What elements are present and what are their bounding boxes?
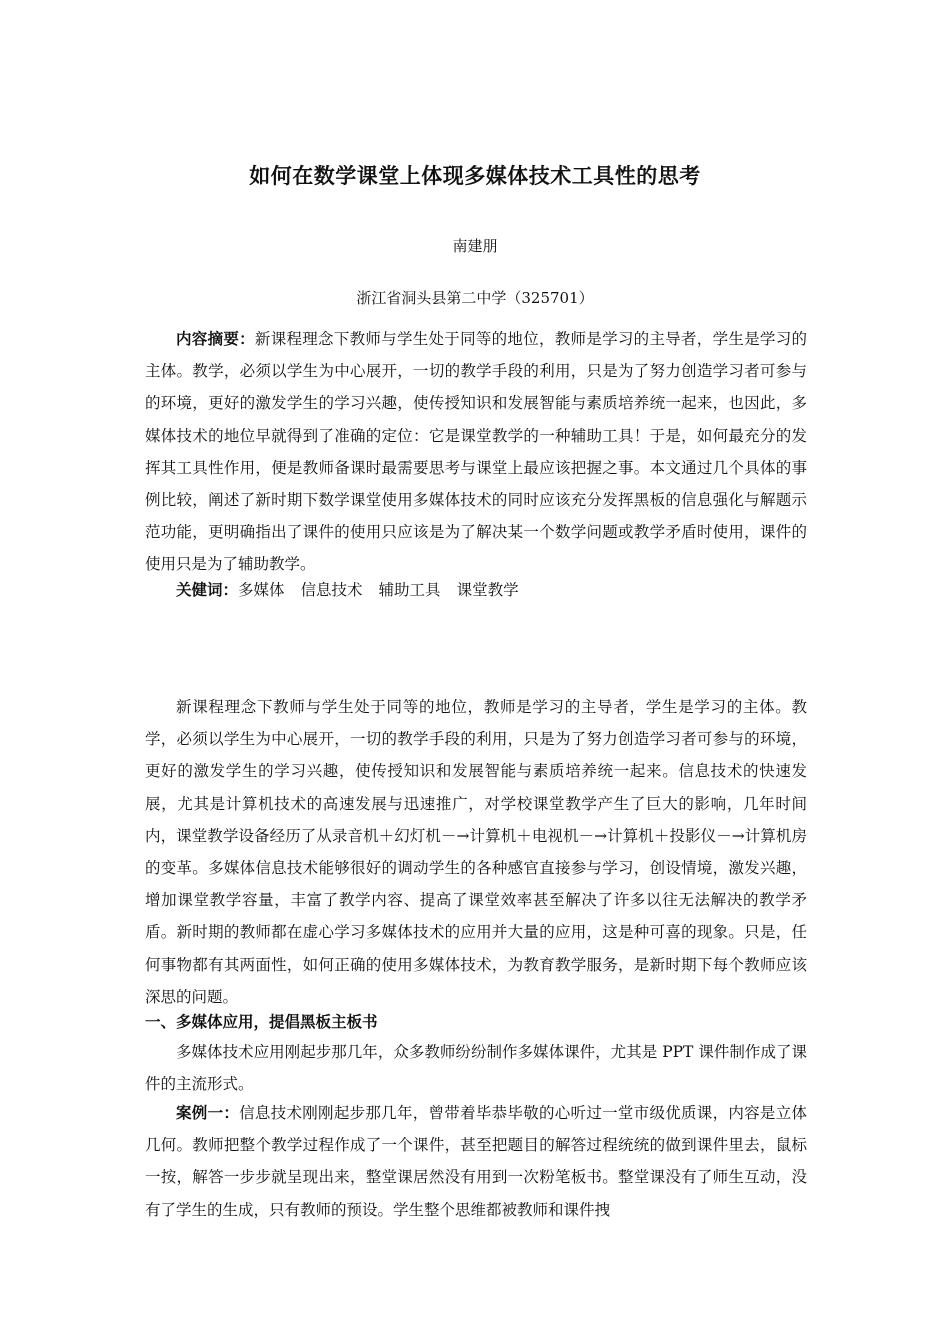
case-text: 信息技术刚刚起步那几年，曾带着毕恭毕敬的心听过一堂市级优质课，内容是立体几何。教师把整个教学过程作成了一个课件，甚至把题目的解答过程统统的做到课件里去，鼠标一按，解答一步步就呈现出来，整堂课居然没有用到一次粉笔板书。整堂课没有了师生互动，没有了学生的生成，只有教师的预设。学生整个思维都被教师和课件拽 [145, 1104, 807, 1219]
author-name: 南建朋 [452, 237, 498, 255]
abstract-text: 新课程理念下教师与学生处于同等的地位，教师是学习的主导者，学生是学习的主体。教学，必须以学生为中心展开，一切的教学手段的利用，只是为了努力创造学习者可参与的环境，更好的激发学生的学习兴趣，使传授知识和发展智能与素质培养统一起来，也因此，多媒体技术的地位早就得到了准确的定位：它是课堂教学的一种辅助工具！于是，如何最充分的发挥其工具性作用，便是教师备课时最需要思考与课堂上最应该把握之事。本文通过几个具体的事例比较，阐述了新时期下数学课堂使用多媒体技术的同时应该充分发挥黑板的信息强化与解题示范功能，更明确指出了课件的使用只应该是为了解决某一个数学问题或教学矛盾时使用，课件的使用只是为了辅助教学。 [145, 330, 807, 574]
abstract-paragraph [145, 323, 807, 581]
keyword-item: 信息技术 [300, 581, 363, 599]
keyword-item: 辅助工具 [378, 581, 441, 599]
case-paragraph [145, 1097, 807, 1226]
keyword-item: 课堂教学 [456, 581, 519, 599]
section-paragraph: 多媒体技术应用刚起步那几年，众多教师纷纷制作多媒体课件，尤其是 PPT 课件制作成了课件的主流形式。 [145, 1043, 807, 1094]
abstract-label: 内容摘要： [176, 329, 255, 348]
section-heading: 一、多媒体应用，提倡黑板主板书 [145, 1012, 378, 1031]
keywords-line [145, 574, 807, 606]
author-affiliation: 浙江省洞头县第二中学（325701） [356, 289, 594, 307]
keywords-label: 关健词： [176, 580, 239, 599]
case-label: 案例一： [176, 1103, 240, 1122]
document-title: 如何在数学课堂上体现多媒体技术工具性的思考 [249, 164, 701, 188]
intro-paragraph: 新课程理念下教师与学生处于同等的地位，教师是学习的主导者，学生是学习的主体。教学，必须以学生为中心展开，一切的教学手段的利用，只是为了努力创造学习者可参与的环境，更好的激发学生的学习兴趣，使传授知识和发展智能与素质培养统一起来。信息技术的快速发展，尤其是计算机技术的高速发展与迅速推广，对学校课堂教学产生了巨大的影响，几年时间内，课堂教学设备经历了从录音机＋幻灯机－→计算机＋电视机－→计算机＋投影仪－→计算机房的变革。多媒体信息技术能够很好的调动学生的各种感官直接参与学习，创设情境，激发兴趣，增加课堂教学容量，丰富了教学内容、提高了课堂效率甚至解决了许多以往无法解决的教学矛盾。新时期的教师都在虚心学习多媒体技术的应用并大量的应用，这是种可喜的现象。只是，任何事物都有其两面性，如何正确的使用多媒体技术，为教育教学服务，是新时期下每个教师应该深思的问题。 [145, 698, 807, 1006]
keyword-item: 多媒体 [238, 581, 285, 599]
